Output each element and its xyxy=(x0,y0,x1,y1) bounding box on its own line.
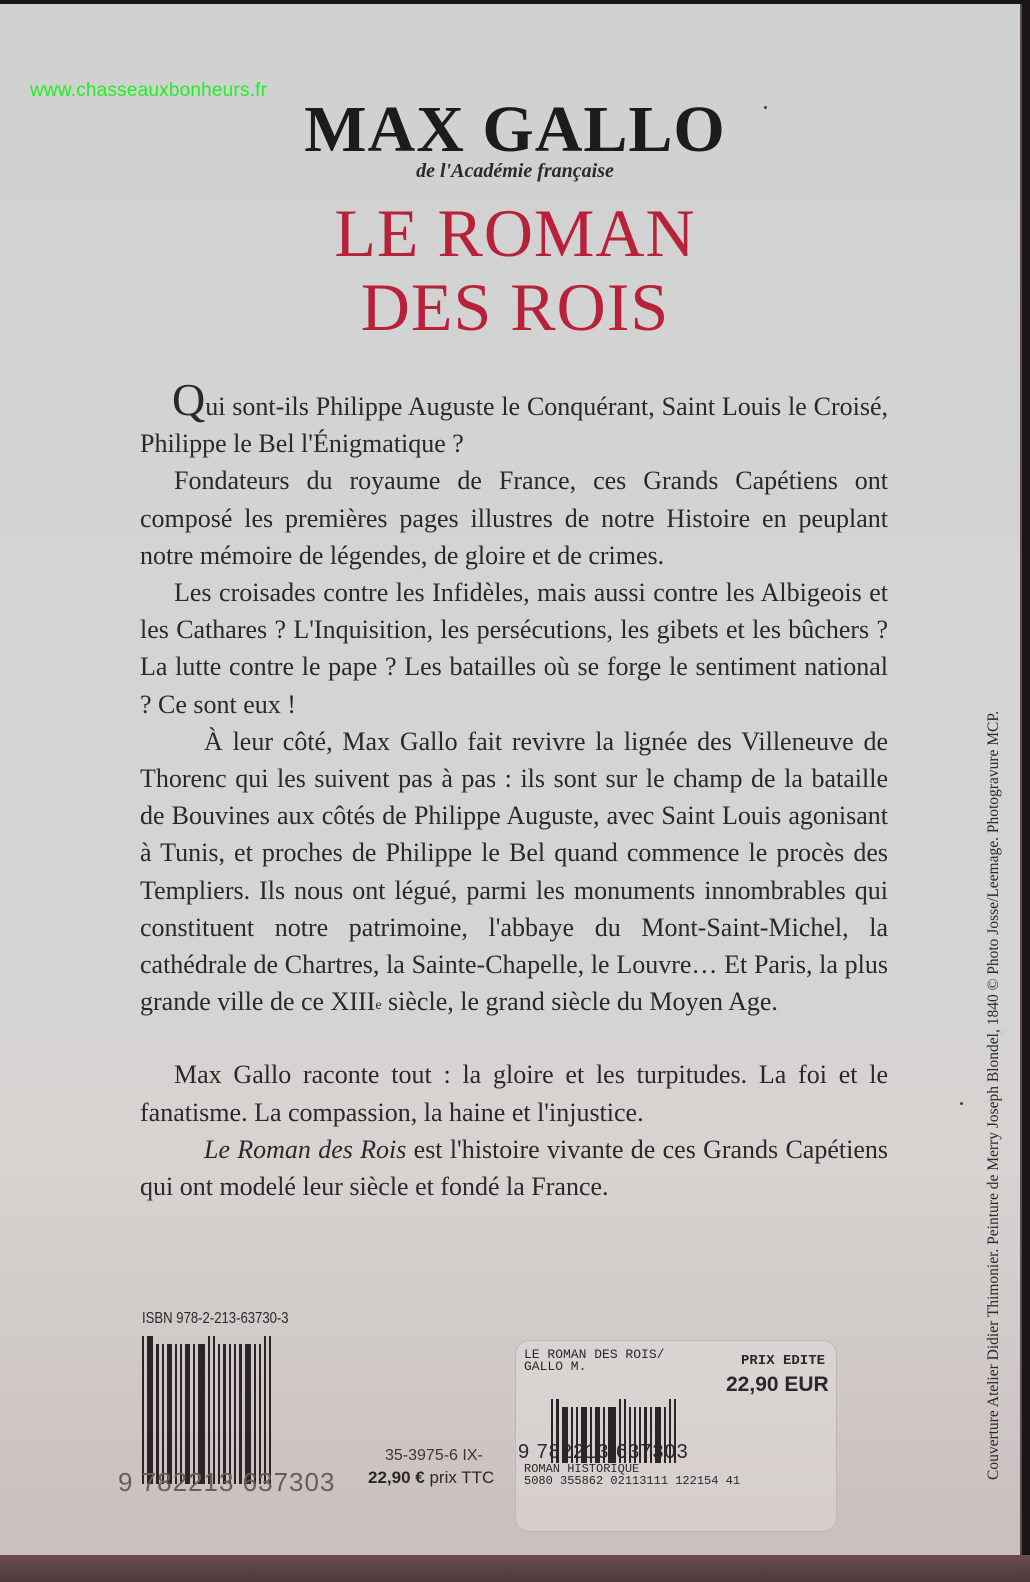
isbn-barcode-digits: 9 782213 637303 xyxy=(118,1467,336,1497)
sticker-title: LE ROMAN DES ROIS/ GALLO M. xyxy=(524,1347,665,1374)
speck xyxy=(764,106,767,109)
cover-credit: Couverture Atelier Didier Thimonier. Peinture de Merry Joseph Blondel, 1840 © Photo Josse/Leemage. Photogravure MCP. xyxy=(985,710,1002,1480)
isbn-barcode xyxy=(142,1336,274,1484)
author-name: MAX GALLO xyxy=(304,93,726,166)
speck xyxy=(960,1102,963,1105)
distributor-code: 35-3975-6 IX- xyxy=(385,1447,483,1464)
price-sticker xyxy=(515,1340,837,1532)
blurb-paragraph: Max Gallo raconte tout : la gloire et les turpitudes. La foi et le fanatisme. La compassion, la haine et l'injustice. xyxy=(140,1060,888,1127)
blurb-text xyxy=(140,374,888,1205)
blurb-paragraph: Le Roman des Rois est l'histoire vivante de ces Grands Capétiens qui ont modelé leur siècle et fondé la France. xyxy=(140,1134,888,1202)
title-line-1: LE ROMAN xyxy=(334,195,696,271)
blurb-paragraph: Les croisades contre les Infidèles, mais aussi contre les Albigeois et les Cathares ? L'Inquisition, les persécutions, les gibets et les bûchers ? La lutte contre le pape ? Les batailles où se forge le sentiment national ? Ce sont eux ! xyxy=(140,578,888,719)
author-affiliation: de l'Académie française xyxy=(416,160,614,182)
paragraph-gap xyxy=(140,1020,888,1056)
blurb-paragraph: Fondateurs du royaume de France, ces Grands Capétiens ont composé les premières pages illustres de notre Histoire en peuplant notre mémoire de légendes, de gloire et de crimes. xyxy=(140,466,888,570)
cover-bottom-edge xyxy=(0,1555,1030,1582)
drop-cap: Q xyxy=(172,374,206,425)
sticker-price: 22,90 EUR xyxy=(726,1373,829,1396)
blurb-paragraph: À leur côté, Max Gallo fait revivre la lignée des Villeneuve de Thorenc qui les suivent pas à pas : ils sont sur le champ de la bataille de Bouvines aux côtés de Philippe Auguste, avec Saint Louis agonisant à Tunis, et proches de Philippe le Bel quand commence le procès des Templiers. Ils nous ont légué, parmi les monuments innombrables qui constituent notre patrimoine, l'abbaye du Mont-Saint-Michel, la cathédrale de Chartres, la Sainte-Chapelle, le Louvre… Et Paris, la plus grande ville de ce XIIIe siècle, le grand siècle du Moyen Age. xyxy=(140,726,888,1017)
price-ttc: 22,90 € prix TTC xyxy=(368,1468,495,1487)
sticker-barcode-digits: 9 782213 637303 xyxy=(518,1441,689,1463)
sticker-genre: ROMAN HISTORIQUE 5080 355862 02113111 122154 41 xyxy=(524,1462,741,1488)
watermark-url: www.chasseauxbonheurs.fr xyxy=(30,80,268,101)
book-title xyxy=(0,196,1030,344)
isbn-number: ISBN 978-2-213-63730-3 xyxy=(142,1310,289,1327)
title-line-2: DES ROIS xyxy=(360,269,670,345)
title-italic: Le Roman des Rois xyxy=(204,1134,407,1164)
blurb-paragraph: Qui sont-ils Philippe Auguste le Conquérant, Saint Louis le Croisé, Philippe le Bel l'Énigmatique ? xyxy=(140,374,888,459)
sticker-prix-edite: PRIX EDITE xyxy=(741,1353,826,1369)
